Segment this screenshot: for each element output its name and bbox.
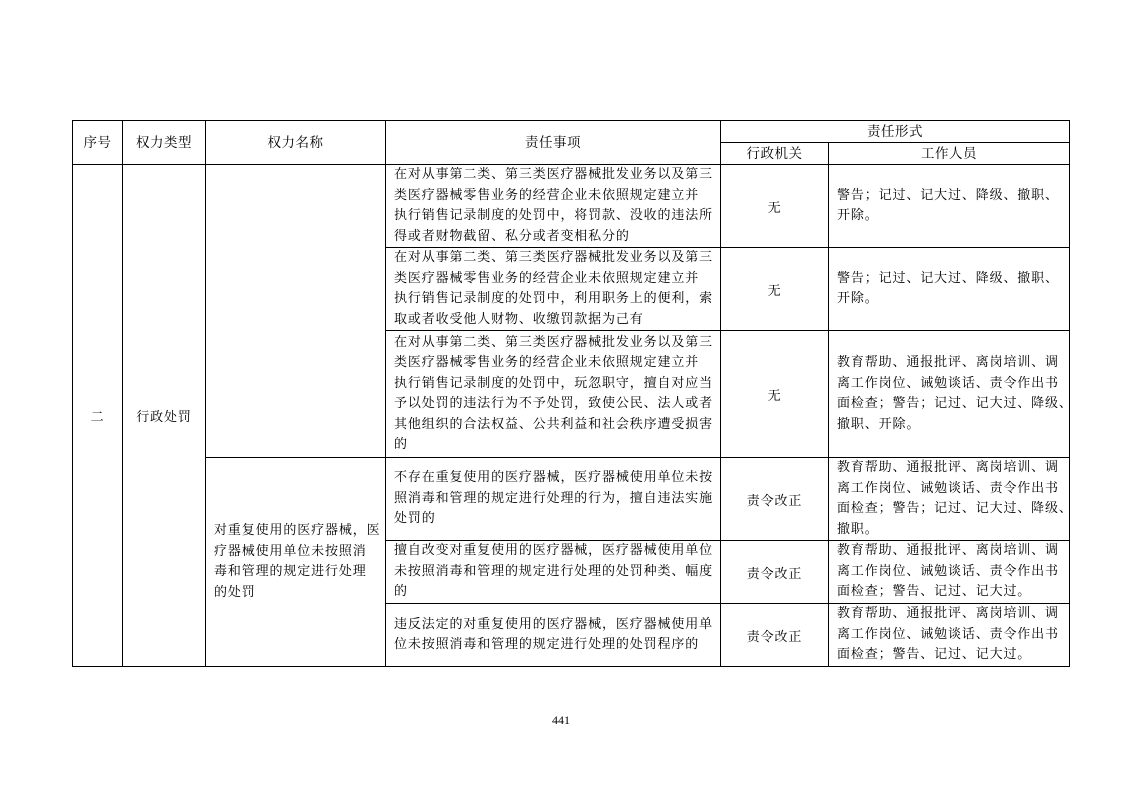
matter-line: 不存在重复使用的医疗器械，医疗器械使用单位未按 bbox=[394, 470, 714, 486]
matter-line: 未按照消毒和管理的规定进行处理的处罚种类、幅度 bbox=[394, 563, 714, 579]
responsibility-table-container bbox=[72, 120, 1073, 667]
power-name-cell-empty bbox=[206, 165, 386, 458]
page-number: 441 bbox=[552, 713, 570, 727]
agency-cell: 无 bbox=[721, 331, 829, 458]
staff-cell bbox=[829, 458, 1073, 541]
staff-cell bbox=[829, 165, 1070, 248]
staff-line: 开除。 bbox=[837, 208, 879, 223]
matter-line: 违反法定的对重复使用的医疗器械，医疗器械使用单 bbox=[394, 616, 714, 632]
header-agency: 行政机关 bbox=[721, 143, 829, 165]
power-name-line: 对重复使用的医疗器械，医 bbox=[214, 523, 381, 538]
agency-cell: 无 bbox=[721, 248, 829, 331]
matter-cell bbox=[386, 165, 721, 248]
staff-line: 面检查；警告；记过、记大过、降级、 bbox=[837, 501, 1073, 516]
header-power-type: 权力类型 bbox=[123, 121, 206, 165]
staff-line: 教育帮助、通报批评、离岗培训、调 bbox=[837, 606, 1059, 622]
power-name-line: 疗器械使用单位未按照消 bbox=[214, 543, 367, 559]
matter-line: 擅自改变对重复使用的医疗器械，医疗器械使用单位 bbox=[394, 543, 714, 559]
staff-line: 撤职、开除。 bbox=[837, 416, 921, 432]
staff-cell bbox=[829, 331, 1073, 458]
staff-cell bbox=[829, 541, 1070, 604]
staff-line: 撤职。 bbox=[837, 521, 879, 537]
staff-line: 开除。 bbox=[837, 291, 879, 306]
power-type-cell: 行政处罚 bbox=[123, 165, 206, 667]
matter-line: 得或者财物截留、私分或者变相私分的 bbox=[394, 228, 630, 244]
matter-line: 其他组织的合法权益、公共利益和社会秩序遭受损害 bbox=[394, 416, 714, 432]
matter-line: 位未按照消毒和管理的规定进行处理的处罚程序的 bbox=[394, 637, 700, 652]
matter-cell bbox=[386, 541, 721, 604]
staff-line: 警告；记过、记大过、降级、撤职、 bbox=[837, 270, 1059, 286]
staff-line: 教育帮助、通报批评、离岗培训、调 bbox=[837, 460, 1059, 475]
matter-line: 的 bbox=[394, 437, 408, 452]
matter-line: 在对从事第二类、第三类医疗器械批发业务以及第三 bbox=[394, 334, 714, 350]
staff-line: 教育帮助、通报批评、离岗培训、调 bbox=[837, 355, 1059, 370]
matter-line: 的 bbox=[394, 584, 408, 600]
agency-cell: 责令改正 bbox=[721, 604, 829, 667]
matter-cell bbox=[386, 604, 721, 667]
matter-line: 类医疗器械零售业务的经营企业未依照规定建立并 bbox=[394, 270, 700, 286]
matter-line: 予以处罚的违法行为不予处罚，致使公民、法人或者 bbox=[394, 396, 714, 411]
header-row-1 bbox=[73, 121, 1070, 143]
matter-line: 在对从事第二类、第三类医疗器械批发业务以及第三 bbox=[394, 250, 714, 265]
header-responsibility-form: 责任形式 bbox=[721, 121, 1070, 143]
matter-line: 处罚的 bbox=[394, 511, 436, 527]
staff-line: 离工作岗位、诫勉谈话、责令作出书 bbox=[837, 480, 1059, 496]
agency-cell: 责令改正 bbox=[721, 458, 829, 541]
matter-line: 执行销售记录制度的处罚中，将罚款、没收的违法所 bbox=[394, 208, 714, 223]
staff-cell bbox=[829, 248, 1070, 331]
matter-line: 取或者收受他人财物、收缴罚款据为己有 bbox=[394, 311, 644, 327]
power-name-line: 毒和管理的规定进行处理 bbox=[214, 564, 367, 579]
staff-line: 教育帮助、通报批评、离岗培训、调 bbox=[837, 543, 1059, 559]
matter-line: 执行销售记录制度的处罚中，玩忽职守，擅自对应当 bbox=[394, 375, 714, 391]
staff-line: 离工作岗位、诫勉谈话、责令作出书 bbox=[837, 626, 1059, 642]
staff-line: 面检查；警告、记过、记大过。 bbox=[837, 584, 1032, 600]
header-power-name: 权力名称 bbox=[206, 121, 386, 165]
matter-line: 在对从事第二类、第三类医疗器械批发业务以及第三 bbox=[394, 167, 714, 182]
matter-line: 执行销售记录制度的处罚中，利用职务上的便利，索 bbox=[394, 291, 714, 306]
matter-line: 类医疗器械零售业务的经营企业未依照规定建立并 bbox=[394, 355, 700, 370]
matter-line: 类医疗器械零售业务的经营企业未依照规定建立并 bbox=[394, 187, 700, 203]
staff-line: 面检查；警告；记过、记大过、降级、 bbox=[837, 396, 1073, 411]
staff-cell bbox=[829, 604, 1070, 667]
header-index: 序号 bbox=[73, 121, 123, 165]
power-name-cell bbox=[206, 458, 386, 667]
table-row bbox=[73, 458, 1070, 541]
responsibility-table bbox=[72, 120, 1073, 667]
matter-cell bbox=[386, 248, 721, 331]
staff-line: 离工作岗位、诫勉谈话、责令作出书 bbox=[837, 375, 1059, 391]
agency-cell: 无 bbox=[721, 165, 829, 248]
power-name-line: 的处罚 bbox=[214, 584, 256, 600]
matter-line: 照消毒和管理的规定进行处理的行为，擅自违法实施 bbox=[394, 490, 714, 506]
header-responsibility-matter: 责任事项 bbox=[386, 121, 721, 165]
staff-line: 警告；记过、记大过、降级、撤职、 bbox=[837, 187, 1059, 203]
staff-line: 离工作岗位、诫勉谈话、责令作出书 bbox=[837, 563, 1059, 579]
index-cell: 二 bbox=[73, 165, 123, 667]
table-row bbox=[73, 165, 1070, 248]
agency-cell: 责令改正 bbox=[721, 541, 829, 604]
header-staff: 工作人员 bbox=[829, 143, 1070, 165]
staff-line: 面检查；警告、记过、记大过。 bbox=[837, 647, 1032, 663]
matter-cell bbox=[386, 458, 721, 541]
matter-cell bbox=[386, 331, 721, 458]
